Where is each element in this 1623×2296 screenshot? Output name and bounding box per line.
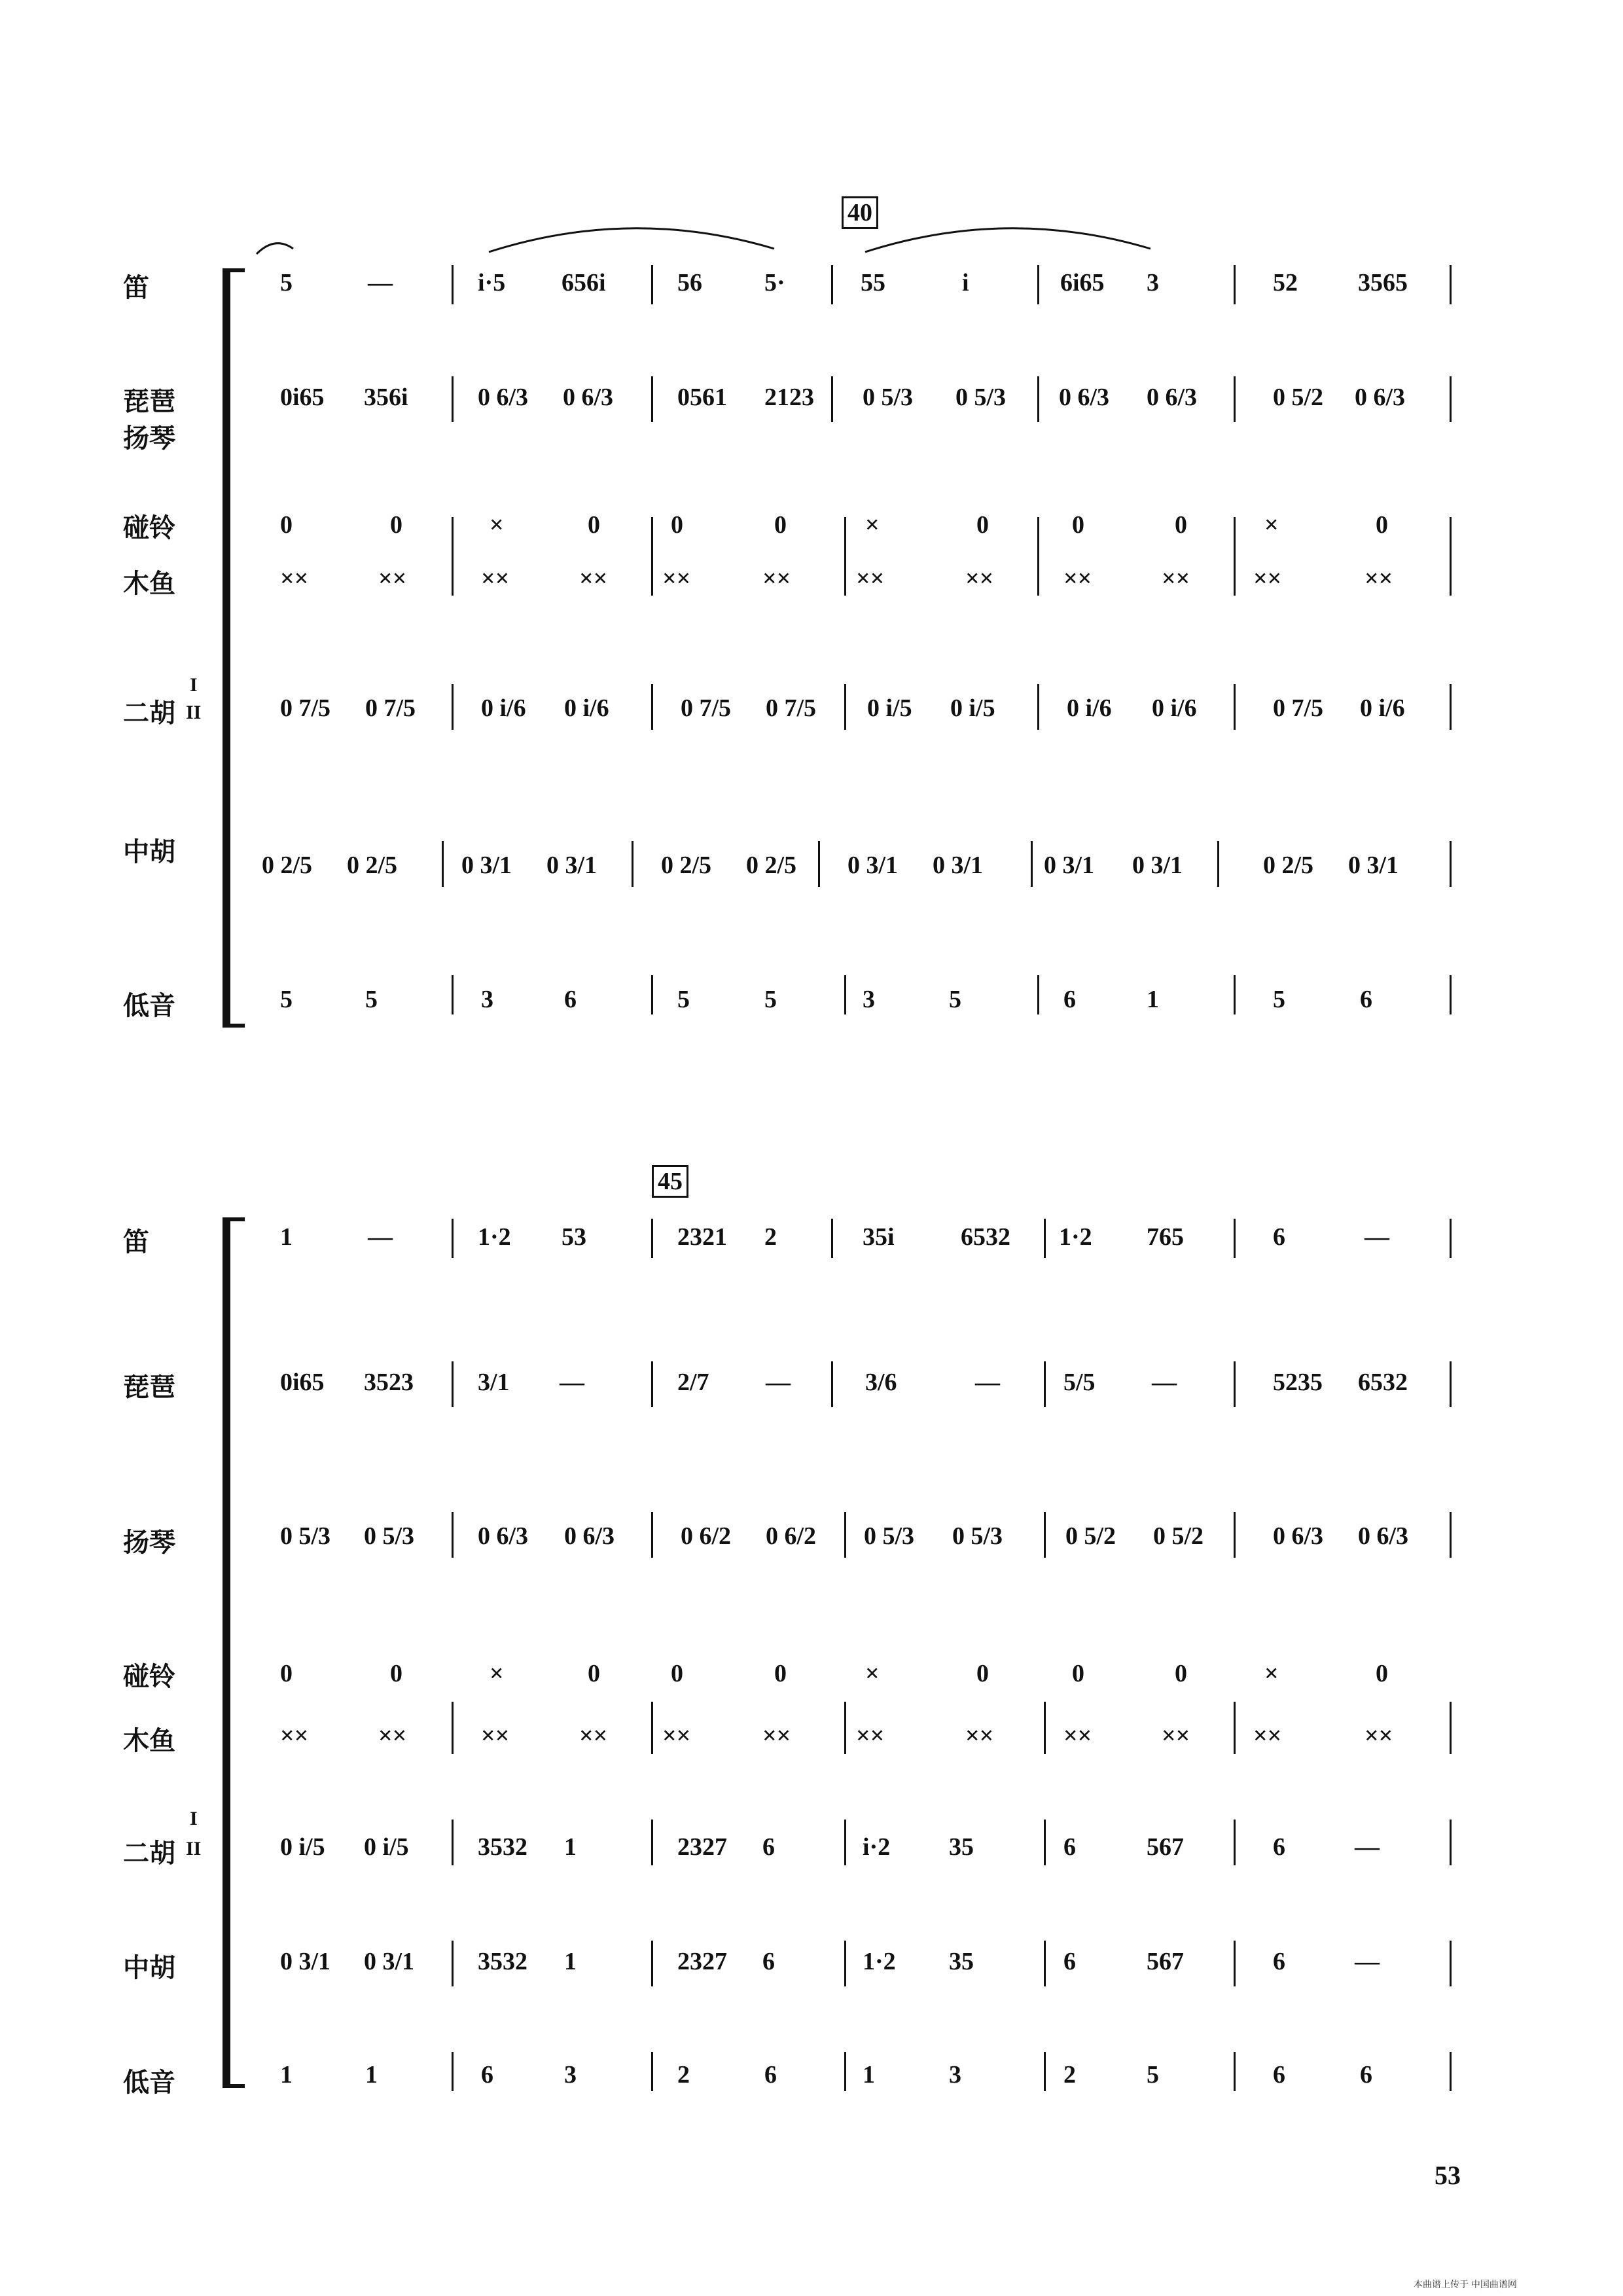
barline	[1450, 376, 1452, 422]
note: 0 7/5	[681, 694, 732, 722]
barline	[651, 1512, 653, 1558]
note: 0 i/6	[1360, 694, 1405, 722]
note: 3	[481, 986, 493, 1013]
barline	[1044, 1702, 1046, 1754]
slur-1	[255, 236, 294, 255]
note: 0 6/3	[1273, 1522, 1324, 1550]
note: 1	[863, 2061, 875, 2089]
note: 3565	[1358, 269, 1408, 296]
barline	[1450, 1941, 1452, 1986]
note: 567	[1147, 1833, 1184, 1861]
note: —	[368, 1223, 393, 1251]
instrument-zhonghu: 中胡	[123, 837, 175, 867]
note: 0 5/2	[1153, 1522, 1204, 1550]
barline	[452, 975, 454, 1014]
note: 0 7/5	[365, 694, 416, 722]
barline	[1234, 265, 1236, 304]
note: 0 2/5	[1263, 852, 1314, 879]
barline	[1037, 376, 1039, 422]
note: 1	[280, 2061, 293, 2089]
note: 0	[1072, 511, 1084, 539]
note: 6532	[961, 1223, 1010, 1251]
system-bracket	[223, 268, 240, 1028]
barline	[1450, 1512, 1452, 1558]
note: 0 2/5	[661, 852, 712, 879]
note: 6	[481, 2061, 493, 2089]
note: 0	[588, 511, 600, 539]
note: 3	[1147, 269, 1159, 296]
instrument-diyin: 低音	[123, 991, 175, 1020]
instrument-pipa: 琵琶	[123, 1372, 175, 1402]
note: 0561	[677, 384, 727, 411]
note: 53	[562, 1223, 586, 1251]
note: 3/1	[478, 1369, 510, 1396]
note: ××	[280, 565, 309, 592]
note: 35	[949, 1948, 974, 1975]
note: 0 i/5	[364, 1833, 409, 1861]
barline	[1044, 1512, 1046, 1558]
note: 0 5/3	[952, 1522, 1003, 1550]
note: 1	[365, 2061, 378, 2089]
note: 6	[1273, 1948, 1285, 1975]
barline	[1450, 684, 1452, 730]
note: ××	[662, 565, 691, 592]
rehearsal-mark-40: 40	[842, 196, 878, 229]
note: 0	[390, 511, 402, 539]
barline	[1044, 1820, 1046, 1865]
note: 0 3/1	[847, 852, 899, 879]
note: 52	[1273, 269, 1298, 296]
barline	[1234, 1219, 1236, 1258]
note: 0	[976, 1660, 989, 1687]
note: 6	[762, 1833, 775, 1861]
barline	[1234, 975, 1236, 1014]
note: 3532	[478, 1833, 527, 1861]
note: ××	[762, 1722, 791, 1749]
instrument-muyu: 木鱼	[123, 1726, 175, 1755]
instrument-zhonghu: 中胡	[123, 1953, 175, 1982]
note: 0 6/3	[478, 384, 529, 411]
note: 0	[671, 1660, 683, 1687]
note: 0	[1376, 1660, 1388, 1687]
barline	[844, 975, 846, 1014]
barline	[442, 841, 444, 887]
note: 55	[861, 269, 885, 296]
page-number: 53	[1435, 2161, 1461, 2190]
barline	[1234, 1512, 1236, 1558]
note: 3523	[364, 1369, 414, 1396]
note: 5·	[764, 269, 785, 296]
instrument-muyu: 木鱼	[123, 569, 175, 598]
barline	[1234, 376, 1236, 422]
barline	[818, 841, 820, 887]
note: 0 2/5	[746, 852, 797, 879]
barline	[1450, 1219, 1452, 1258]
note: ××	[1364, 1722, 1393, 1749]
barline	[831, 1361, 833, 1407]
note: 0 6/3	[1358, 1522, 1409, 1550]
note: 0 i/6	[481, 694, 526, 722]
note: —	[368, 269, 393, 296]
note: —	[1355, 1948, 1380, 1975]
instrument-yangqin: 扬琴	[123, 423, 175, 453]
barline	[651, 1820, 653, 1865]
note: 2	[1063, 2061, 1076, 2089]
barline	[1234, 1941, 1236, 1986]
barline	[1037, 265, 1039, 304]
barline	[1044, 1361, 1046, 1407]
note: 6	[1063, 1833, 1076, 1861]
note: ×	[865, 511, 880, 539]
note: 35	[949, 1833, 974, 1861]
erhu-part-1: I	[190, 674, 198, 696]
note: 0 6/3	[563, 384, 614, 411]
barline	[1234, 517, 1236, 596]
note: 1·2	[863, 1948, 896, 1975]
barline	[1037, 684, 1039, 730]
note: 1·2	[1059, 1223, 1092, 1251]
note: 6	[762, 1948, 775, 1975]
note: 0 6/3	[1059, 384, 1110, 411]
note: 0 3/1	[1348, 852, 1399, 879]
note: ××	[965, 565, 994, 592]
note: 656i	[562, 269, 606, 296]
note: 2123	[764, 384, 814, 411]
note: ××	[1162, 1722, 1190, 1749]
note: i	[962, 269, 969, 296]
system-bracket	[223, 1217, 240, 2088]
barline	[1450, 517, 1452, 596]
barline	[1234, 1820, 1236, 1865]
note: 3532	[478, 1948, 527, 1975]
note: 0 5/3	[864, 1522, 915, 1550]
note: —	[1364, 1223, 1389, 1251]
note: 35i	[863, 1223, 895, 1251]
barline	[1450, 2052, 1452, 2091]
note: 0	[774, 511, 787, 539]
note: 1·2	[478, 1223, 511, 1251]
note: 6	[1360, 2061, 1372, 2089]
note: ×	[865, 1660, 880, 1687]
note: 0	[671, 511, 683, 539]
note: 5/5	[1063, 1369, 1096, 1396]
rehearsal-mark-45: 45	[652, 1165, 688, 1198]
note: ××	[1364, 565, 1393, 592]
instrument-di: 笛	[123, 1227, 149, 1257]
note: 5	[949, 986, 961, 1013]
barline	[844, 517, 846, 596]
barline	[651, 684, 653, 730]
barline	[651, 1702, 653, 1754]
barline	[1037, 517, 1039, 596]
barline	[651, 517, 653, 596]
note: 0i65	[280, 1369, 325, 1396]
note: 3	[564, 2061, 577, 2089]
note: 0	[1376, 511, 1388, 539]
note: —	[560, 1369, 584, 1396]
note: i·2	[863, 1833, 891, 1861]
barline	[452, 265, 454, 304]
note: 5	[677, 986, 690, 1013]
note: —	[975, 1369, 1000, 1396]
note: 0 3/1	[1044, 852, 1095, 879]
note: 6	[1360, 986, 1372, 1013]
note: ××	[1162, 565, 1190, 592]
note: 6532	[1358, 1369, 1408, 1396]
note: 0 6/3	[478, 1522, 529, 1550]
note: 0 7/5	[1273, 694, 1324, 722]
erhu-part-1: I	[190, 1808, 198, 1829]
barline	[844, 1702, 846, 1754]
note: 2	[677, 2061, 690, 2089]
note: ×	[1264, 511, 1279, 539]
note: 2321	[677, 1223, 727, 1251]
slur-2	[488, 223, 776, 255]
instrument-pengling: 碰铃	[123, 513, 175, 543]
note: 6	[1063, 986, 1076, 1013]
note: 1	[1147, 986, 1159, 1013]
note: 0 5/2	[1065, 1522, 1116, 1550]
note: 0	[1175, 1660, 1187, 1687]
note: 5235	[1273, 1369, 1323, 1396]
note: 0 3/1	[364, 1948, 415, 1975]
note: ××	[481, 565, 510, 592]
note: ××	[965, 1722, 994, 1749]
note: 3	[949, 2061, 961, 2089]
note: 0 5/3	[955, 384, 1007, 411]
note: 0	[1175, 511, 1187, 539]
note: ××	[579, 565, 608, 592]
note: —	[1152, 1369, 1177, 1396]
note: 0 6/3	[1355, 384, 1406, 411]
instrument-pengling: 碰铃	[123, 1662, 175, 1691]
barline	[651, 265, 653, 304]
barline	[1234, 2052, 1236, 2091]
note: 1	[564, 1948, 577, 1975]
barline	[651, 376, 653, 422]
note: —	[766, 1369, 791, 1396]
instrument-diyin: 低音	[123, 2068, 175, 2097]
note: 6	[1273, 1223, 1285, 1251]
note: 3/6	[865, 1369, 897, 1396]
note: 5	[280, 986, 293, 1013]
note: 0 3/1	[461, 852, 512, 879]
note: 0 5/3	[280, 1522, 331, 1550]
note: 0	[280, 511, 293, 539]
note: 0 i/6	[1152, 694, 1197, 722]
barline	[1450, 1361, 1452, 1407]
note: 0 3/1	[546, 852, 597, 879]
note: ××	[1063, 565, 1092, 592]
barline	[831, 376, 833, 422]
note: ××	[1253, 1722, 1282, 1749]
note: 0 2/5	[347, 852, 398, 879]
note: 0	[976, 511, 989, 539]
barline	[651, 975, 653, 1014]
slur-3	[864, 223, 1152, 255]
note: ××	[378, 565, 407, 592]
instrument-di: 笛	[123, 273, 149, 302]
note: 1	[280, 1223, 293, 1251]
note: 0	[774, 1660, 787, 1687]
note: ××	[662, 1722, 691, 1749]
note: 0 3/1	[933, 852, 984, 879]
barline	[1450, 1820, 1452, 1865]
note: ×	[490, 1660, 504, 1687]
note: 3	[863, 986, 875, 1013]
barline	[844, 1941, 846, 1986]
note: 0 2/5	[262, 852, 313, 879]
note: 0 7/5	[766, 694, 817, 722]
barline	[1044, 1941, 1046, 1986]
barline	[632, 841, 633, 887]
note: 0	[280, 1660, 293, 1687]
note: 2327	[677, 1948, 727, 1975]
barline	[651, 1361, 653, 1407]
note: ××	[762, 565, 791, 592]
barline	[831, 1219, 833, 1258]
footer-watermark: 本曲谱上传于 中国曲谱网	[1414, 2279, 1517, 2289]
note: ××	[481, 1722, 510, 1749]
barline	[452, 684, 454, 730]
note: 6	[564, 986, 577, 1013]
note: 5	[365, 986, 378, 1013]
barline	[1234, 1361, 1236, 1407]
barline	[452, 1702, 454, 1754]
barline	[452, 1219, 454, 1258]
instrument-erhu: 二胡	[123, 698, 175, 728]
note: ××	[856, 1722, 885, 1749]
barline	[1031, 841, 1033, 887]
note: 0i65	[280, 384, 325, 411]
note: 1	[564, 1833, 577, 1861]
note: 567	[1147, 1948, 1184, 1975]
note: 0	[588, 1660, 600, 1687]
barline	[1450, 841, 1452, 887]
barline	[452, 1512, 454, 1558]
note: 0 5/2	[1273, 384, 1324, 411]
instrument-erhu: 二胡	[123, 1839, 175, 1868]
note: 6	[1273, 1833, 1285, 1861]
note: —	[1355, 1833, 1380, 1861]
barline	[452, 1820, 454, 1865]
note: 2327	[677, 1833, 727, 1861]
barline	[1450, 265, 1452, 304]
note: ××	[1253, 565, 1282, 592]
note: 0 6/3	[564, 1522, 615, 1550]
note: ××	[856, 565, 885, 592]
barline	[844, 1512, 846, 1558]
note: ××	[378, 1722, 407, 1749]
barline	[1044, 1219, 1046, 1258]
note: 6i65	[1060, 269, 1105, 296]
barline	[1037, 975, 1039, 1014]
note: 6	[1063, 1948, 1076, 1975]
barline	[831, 265, 833, 304]
note: i·5	[478, 269, 506, 296]
erhu-part-2: II	[186, 1838, 202, 1859]
note: 0 i/6	[564, 694, 609, 722]
note: 0 5/3	[364, 1522, 415, 1550]
instrument-yangqin: 扬琴	[123, 1528, 175, 1557]
note: 2	[764, 1223, 777, 1251]
barline	[1044, 2052, 1046, 2091]
note: 6	[1273, 2061, 1285, 2089]
erhu-part-2: II	[186, 702, 202, 723]
barline	[651, 2052, 653, 2091]
note: ××	[579, 1722, 608, 1749]
note: 0 6/3	[1147, 384, 1198, 411]
instrument-pipa: 琵琶	[123, 387, 175, 416]
note: 356i	[364, 384, 408, 411]
note: 56	[677, 269, 702, 296]
note: 0 i/5	[280, 1833, 325, 1861]
barline	[844, 1820, 846, 1865]
barline	[1450, 975, 1452, 1014]
note: ××	[280, 1722, 309, 1749]
barline	[1234, 684, 1236, 730]
barline	[1450, 1702, 1452, 1754]
note: 765	[1147, 1223, 1184, 1251]
note: 0 6/2	[681, 1522, 732, 1550]
barline	[651, 1219, 653, 1258]
note: ×	[1264, 1660, 1279, 1687]
barline	[844, 2052, 846, 2091]
note: 0 i/6	[1067, 694, 1112, 722]
note: 0 3/1	[280, 1948, 331, 1975]
note: 0 i/5	[867, 694, 912, 722]
note: 0 5/3	[863, 384, 914, 411]
barline	[452, 1941, 454, 1986]
note: 0 i/5	[950, 694, 995, 722]
note: 6	[764, 2061, 777, 2089]
barline	[844, 684, 846, 730]
barline	[452, 2052, 454, 2091]
note: ××	[1063, 1722, 1092, 1749]
barline	[452, 517, 454, 596]
barline	[452, 1361, 454, 1407]
barline	[1217, 841, 1219, 887]
note: 5	[764, 986, 777, 1013]
note: 0	[390, 1660, 402, 1687]
barline	[651, 1941, 653, 1986]
barline	[452, 376, 454, 422]
note: ×	[490, 511, 504, 539]
note: 5	[1273, 986, 1285, 1013]
note: 5	[280, 269, 293, 296]
note: 0	[1072, 1660, 1084, 1687]
note: 2/7	[677, 1369, 709, 1396]
note: 5	[1147, 2061, 1159, 2089]
note: 0 7/5	[280, 694, 331, 722]
note: 0 6/2	[766, 1522, 817, 1550]
note: 0 3/1	[1132, 852, 1183, 879]
barline	[1234, 1702, 1236, 1754]
